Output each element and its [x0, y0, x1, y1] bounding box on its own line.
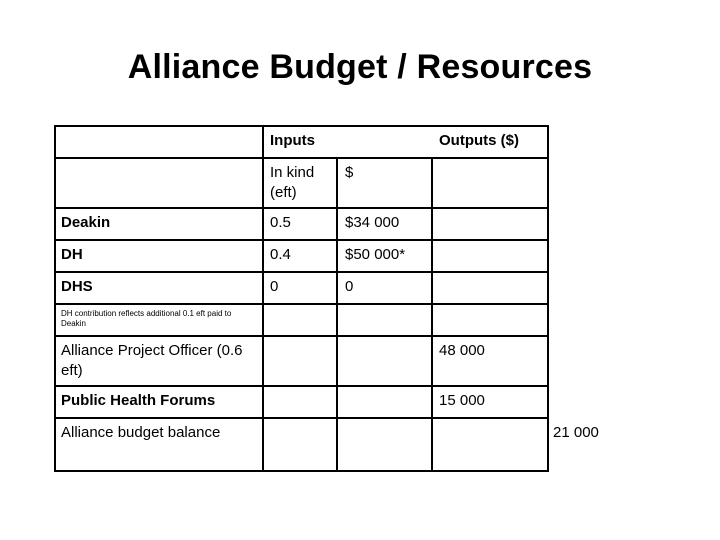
table-border-left	[54, 125, 56, 472]
output-label-project-officer: Alliance Project Officer (0.6 eft)	[61, 342, 243, 379]
output-value-forums: 15 000	[439, 392, 485, 409]
row-label-deakin: Deakin	[61, 214, 111, 231]
balance-value: 21 000	[553, 424, 599, 441]
table-border-top	[54, 125, 549, 127]
row-divider-7	[54, 385, 549, 387]
row-inkind-dhs: 0	[270, 278, 279, 295]
row-dollar-deakin: $34 000	[345, 214, 400, 231]
output-label-forums: Public Health Forums	[61, 392, 216, 409]
row-inkind-dh: 0.4	[270, 246, 291, 263]
row-divider-1	[54, 157, 549, 159]
dollar-header: $	[345, 164, 354, 181]
row-divider-3	[54, 239, 549, 241]
footnote: DH contribution reflects additional 0.1 eft paid to Deakin	[61, 309, 232, 328]
row-dollar-dh: $50 000*	[345, 246, 406, 263]
row-divider-2	[54, 207, 549, 209]
row-divider-4	[54, 271, 549, 273]
col-divider-3	[431, 157, 433, 472]
in-kind-header: In kind (eft)	[270, 164, 315, 201]
row-divider-5	[54, 303, 549, 305]
row-dollar-dhs: 0	[345, 278, 354, 295]
col-divider-1	[262, 125, 264, 472]
row-label-dh: DH	[61, 246, 83, 263]
row-label-dhs: DHS	[61, 278, 93, 295]
balance-label: Alliance budget balance	[61, 424, 221, 441]
table-border-right	[547, 125, 549, 472]
table-border-bottom	[54, 470, 549, 472]
col-divider-2	[336, 157, 338, 472]
row-divider-6	[54, 335, 549, 337]
outputs-header: Outputs ($)	[439, 132, 519, 149]
row-divider-8	[54, 417, 549, 419]
row-inkind-deakin: 0.5	[270, 214, 291, 231]
output-value-project-officer: 48 000	[439, 342, 485, 359]
page-title: Alliance Budget / Resources	[127, 48, 593, 86]
inputs-header: Inputs	[270, 132, 315, 149]
